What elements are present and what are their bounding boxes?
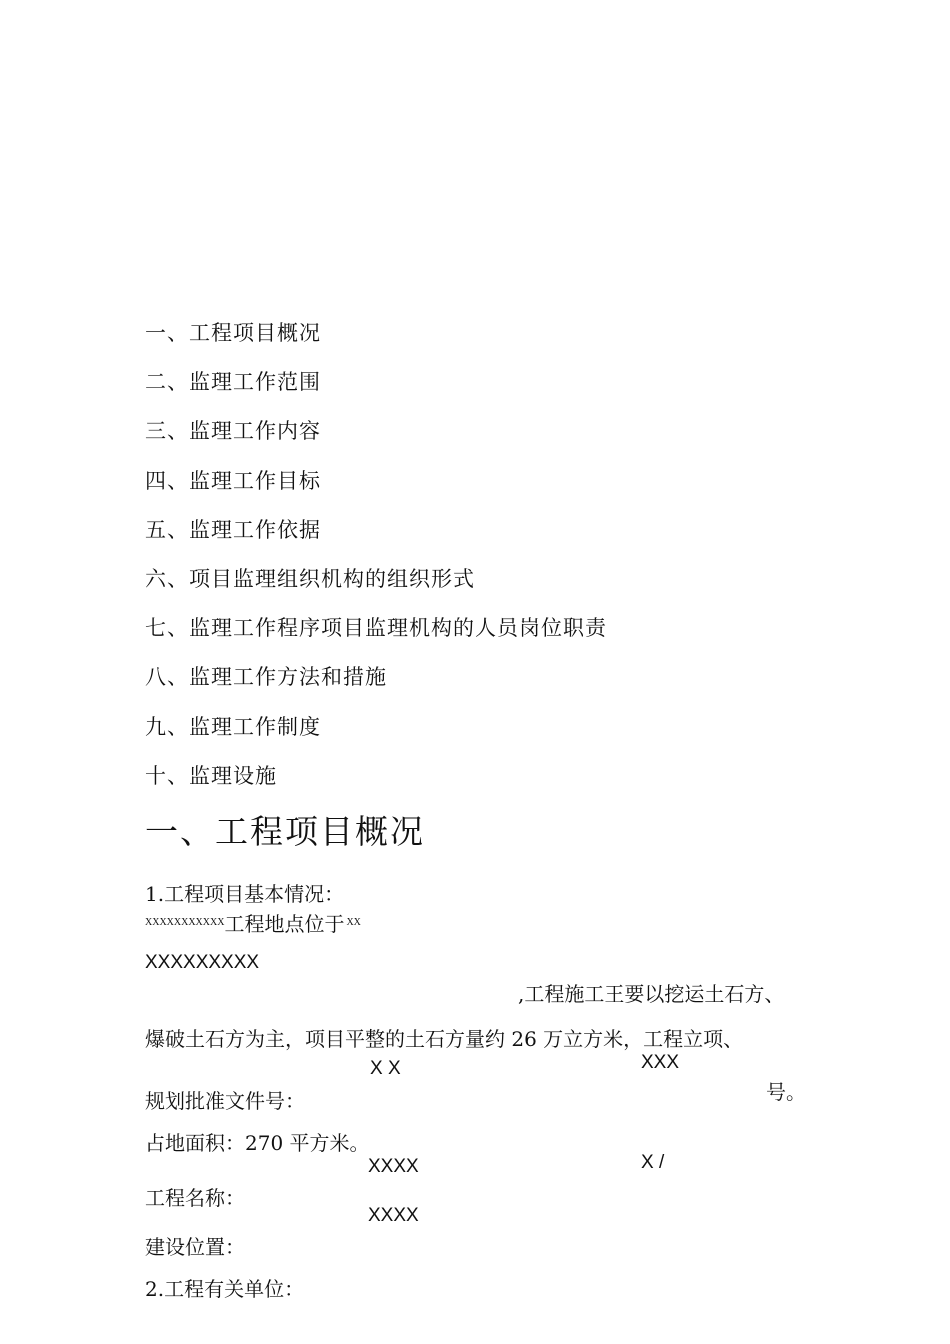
- location-label: 建设位置：: [145, 1235, 245, 1259]
- approval-label: 规划批准文件号：: [145, 1089, 305, 1113]
- project-name-label: 工程名称：: [145, 1186, 245, 1210]
- toc-item: 九、监理工作制度: [145, 714, 321, 739]
- area-line: 占地面积：270 平方米。: [145, 1131, 370, 1155]
- toc-item: 八、监理工作方法和措施: [145, 665, 387, 690]
- placeholder-mark: XXXX: [368, 1156, 419, 1177]
- construction-line: ,工程施工王要以挖运土石方、: [518, 982, 785, 1006]
- location-line: [145, 908, 361, 937]
- hao-suffix: 号。: [766, 1080, 806, 1104]
- toc-item: 四、监理工作目标: [145, 468, 321, 493]
- section-heading: 一、工程项目概况: [145, 812, 425, 851]
- placeholder-line: XXXXXXXXX: [145, 952, 260, 973]
- location-text: 工程地点位于: [224, 912, 345, 936]
- placeholder-mark: XXX: [641, 1052, 680, 1073]
- placeholder-mark: X X: [370, 1058, 401, 1079]
- table-of-contents: [145, 316, 607, 808]
- placeholder-mark: XX: [346, 917, 361, 928]
- toc-item: 十、监理设施: [145, 763, 277, 788]
- placeholder-mark: XXXX: [368, 1205, 419, 1226]
- basic-info-heading: 1.工程项目基本情况：: [145, 882, 345, 906]
- toc-item: 三、监理工作内容: [145, 419, 321, 444]
- units-heading: 2.工程有关单位：: [145, 1277, 305, 1301]
- placeholder-mark: X /: [641, 1152, 665, 1173]
- toc-item: 六、项目监理组织机构的组织形式: [145, 566, 475, 591]
- placeholder-mark: XXXXXXXXXXX: [145, 917, 225, 928]
- toc-item: 五、监理工作依据: [145, 517, 321, 542]
- blasting-line: 爆破土石方为主，项目平整的土石方量约 26 万立方米，工程立项、: [145, 1027, 744, 1051]
- toc-item: 一、工程项目概况: [145, 321, 321, 345]
- toc-item: 七、监理工作程序项目监理机构的人员岗位职责: [145, 616, 607, 641]
- toc-item: 二、监理工作范围: [145, 370, 321, 395]
